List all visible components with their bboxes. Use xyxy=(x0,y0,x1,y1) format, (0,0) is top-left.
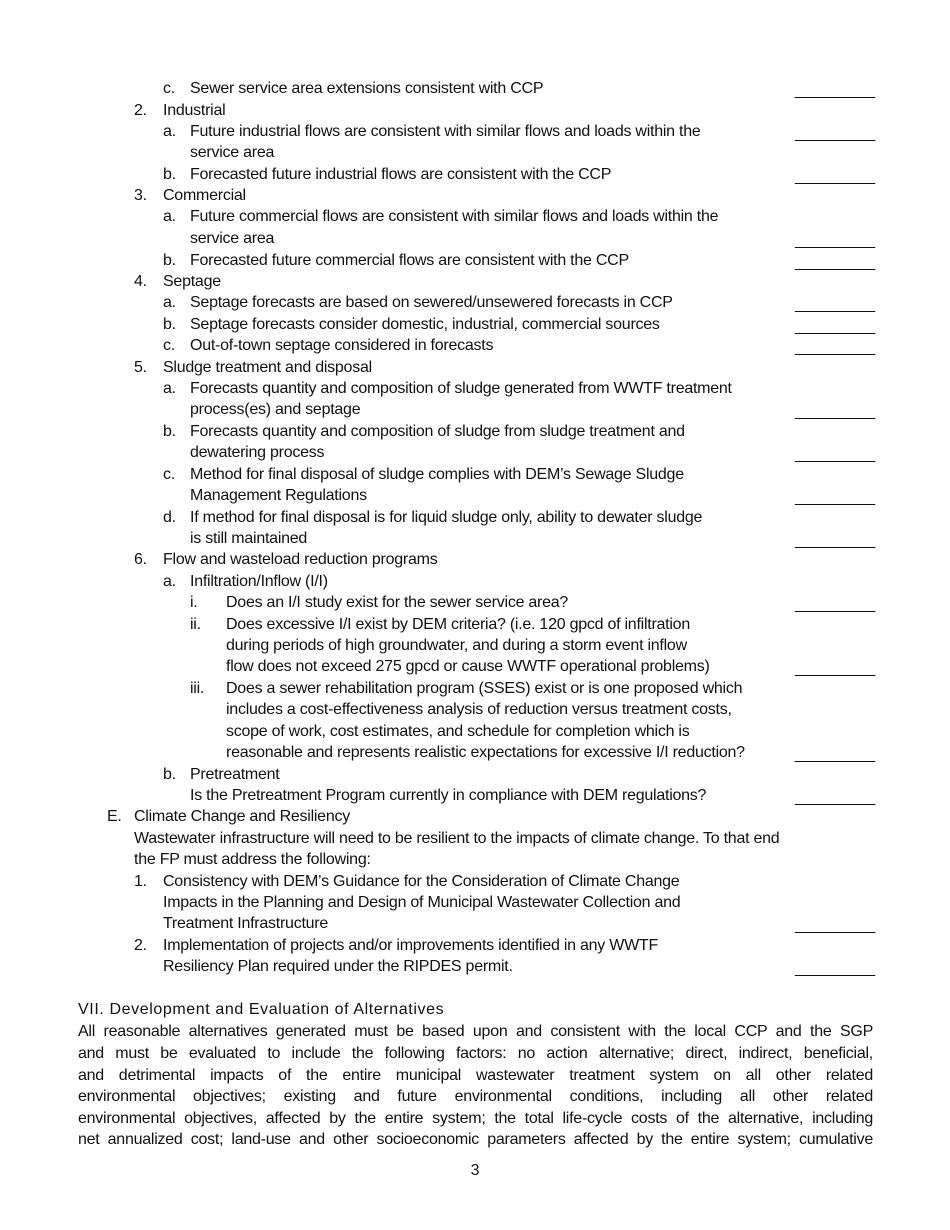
item-text: Treatment Infrastructure xyxy=(163,915,329,932)
checkbox-blank[interactable]: _________ xyxy=(795,489,876,506)
item-text: Does a sewer rehabilitation program (SSES) exist or is one proposed which xyxy=(226,680,743,697)
checkbox-blank[interactable]: _________ xyxy=(795,82,876,99)
item-label: b. xyxy=(163,252,176,269)
checkbox-blank[interactable]: _________ xyxy=(795,660,876,677)
paragraph-line: environmental objectives; existing and future environmental conditions, including all other related xyxy=(78,1088,873,1105)
section-title: Sludge treatment and disposal xyxy=(163,359,372,376)
item-text: dewatering process xyxy=(190,444,325,461)
section-title: Industrial xyxy=(163,102,226,119)
subsection-title: Pretreatment xyxy=(190,766,280,783)
item-text: is still maintained xyxy=(190,530,308,547)
item-text: includes a cost-effectiveness analysis of reduction versus treatment costs, xyxy=(226,701,732,718)
checkbox-blank[interactable]: _________ xyxy=(795,596,876,613)
item-text: Septage forecasts consider domestic, industrial, commercial sources xyxy=(190,316,660,333)
item-label: a. xyxy=(163,294,176,311)
item-text: Does an I/I study exist for the sewer service area? xyxy=(226,594,569,611)
paragraph-line: and detrimental impacts of the entire municipal wastewater treatment system on all other related xyxy=(78,1067,873,1084)
item-text: process(es) and septage xyxy=(190,401,361,418)
paragraph-line: environmental objectives, affected by the entire system; the total life-cycle costs of the alternative, including xyxy=(78,1110,873,1127)
checkbox-blank[interactable]: _________ xyxy=(795,125,876,142)
item-text: service area xyxy=(190,230,275,247)
item-text: Future industrial flows are consistent with similar flows and loads within the xyxy=(190,123,701,140)
checkbox-blank[interactable]: _________ xyxy=(795,296,876,313)
item-label: 2. xyxy=(134,937,147,954)
item-label: a. xyxy=(163,573,176,590)
paragraph-line: net annualized cost; land-use and other socioeconomic parameters affected by the entire system; cumulative xyxy=(78,1131,873,1148)
item-label: a. xyxy=(163,380,176,397)
checkbox-blank[interactable]: _________ xyxy=(795,318,876,335)
item-text: Consistency with DEM’s Guidance for the Consideration of Climate Change xyxy=(163,873,680,890)
checkbox-blank[interactable]: _________ xyxy=(795,789,876,806)
item-text: Sewer service area extensions consistent with CCP xyxy=(190,80,544,97)
item-text: flow does not exceed 275 gpcd or cause WWTF operational problems) xyxy=(226,658,710,675)
checkbox-blank[interactable]: _________ xyxy=(795,446,876,463)
checkbox-blank[interactable]: _________ xyxy=(795,232,876,249)
checkbox-blank[interactable]: _________ xyxy=(795,339,876,356)
paragraph-line: Wastewater infrastructure will need to be resilient to the impacts of climate change. To that end xyxy=(134,830,780,847)
checkbox-blank[interactable]: _________ xyxy=(795,254,876,271)
item-label: b. xyxy=(163,766,176,783)
item-label: 3. xyxy=(134,187,147,204)
item-text: Is the Pretreatment Program currently in compliance with DEM regulations? xyxy=(190,787,707,804)
item-text: If method for final disposal is for liquid sludge only, ability to dewater sludge xyxy=(190,509,703,526)
item-text: Method for final disposal of sludge complies with DEM’s Sewage Sludge xyxy=(190,466,684,483)
item-text: Implementation of projects and/or improvements identified in any WWTF xyxy=(163,937,658,954)
subsection-title: Infiltration/Inflow (I/I) xyxy=(190,573,328,590)
item-label: 2. xyxy=(134,102,147,119)
item-text: Forecasts quantity and composition of sludge from sludge treatment and xyxy=(190,423,685,440)
checkbox-blank[interactable]: _________ xyxy=(795,917,876,934)
item-text: Out-of-town septage considered in forecasts xyxy=(190,337,494,354)
item-text: reasonable and represents realistic expectations for excessive I/I reduction? xyxy=(226,744,745,761)
item-label: a. xyxy=(163,123,176,140)
paragraph-line: All reasonable alternatives generated must be based upon and consistent with the local CCP and the SGP xyxy=(78,1023,873,1040)
page-number: 3 xyxy=(470,1162,480,1179)
section-heading: VII. Development and Evaluation of Alternatives xyxy=(78,1001,445,1018)
item-label: 1. xyxy=(134,873,147,890)
item-text: Forecasts quantity and composition of sludge generated from WWTF treatment xyxy=(190,380,732,397)
item-label: iii. xyxy=(190,680,205,697)
item-label: E. xyxy=(107,808,122,825)
item-label: b. xyxy=(163,166,176,183)
item-label: b. xyxy=(163,423,176,440)
item-text: Impacts in the Planning and Design of Municipal Wastewater Collection and xyxy=(163,894,681,911)
item-label: a. xyxy=(163,208,176,225)
item-text: Resiliency Plan required under the RIPDES permit. xyxy=(163,958,513,975)
item-text: Septage forecasts are based on sewered/unsewered forecasts in CCP xyxy=(190,294,673,311)
checkbox-blank[interactable]: _________ xyxy=(795,532,876,549)
checkbox-blank[interactable]: _________ xyxy=(795,403,876,420)
section-title: Climate Change and Resiliency xyxy=(134,808,350,825)
item-text: Forecasted future commercial flows are consistent with the CCP xyxy=(190,252,629,269)
item-label: 4. xyxy=(134,273,147,290)
paragraph-line: the FP must address the following: xyxy=(134,851,371,868)
item-label: ii. xyxy=(190,616,201,633)
item-label: c. xyxy=(163,80,175,97)
section-title: Flow and wasteload reduction programs xyxy=(163,551,438,568)
item-text: Does excessive I/I exist by DEM criteria? (i.e. 120 gpcd of infiltration xyxy=(226,616,690,633)
checkbox-blank[interactable]: _________ xyxy=(795,168,876,185)
checkbox-blank[interactable]: _________ xyxy=(795,746,876,763)
item-text: Management Regulations xyxy=(190,487,367,504)
item-label: i. xyxy=(190,594,198,611)
section-title: Commercial xyxy=(163,187,246,204)
item-text: Forecasted future industrial flows are consistent with the CCP xyxy=(190,166,612,183)
section-title: Septage xyxy=(163,273,221,290)
item-text: Future commercial flows are consistent with similar flows and loads within the xyxy=(190,208,719,225)
item-text: during periods of high groundwater, and during a storm event inflow xyxy=(226,637,687,654)
item-label: b. xyxy=(163,316,176,333)
item-label: 5. xyxy=(134,359,147,376)
item-text: service area xyxy=(190,144,275,161)
checkbox-blank[interactable]: _________ xyxy=(795,960,876,977)
item-label: d. xyxy=(163,509,176,526)
item-label: c. xyxy=(163,337,175,354)
item-label: 6. xyxy=(134,551,147,568)
paragraph-line: and must be evaluated to include the following factors: no action alternative; direct, indirect, beneficial, xyxy=(78,1045,873,1062)
item-label: c. xyxy=(163,466,175,483)
item-text: scope of work, cost estimates, and schedule for completion which is xyxy=(226,723,690,740)
